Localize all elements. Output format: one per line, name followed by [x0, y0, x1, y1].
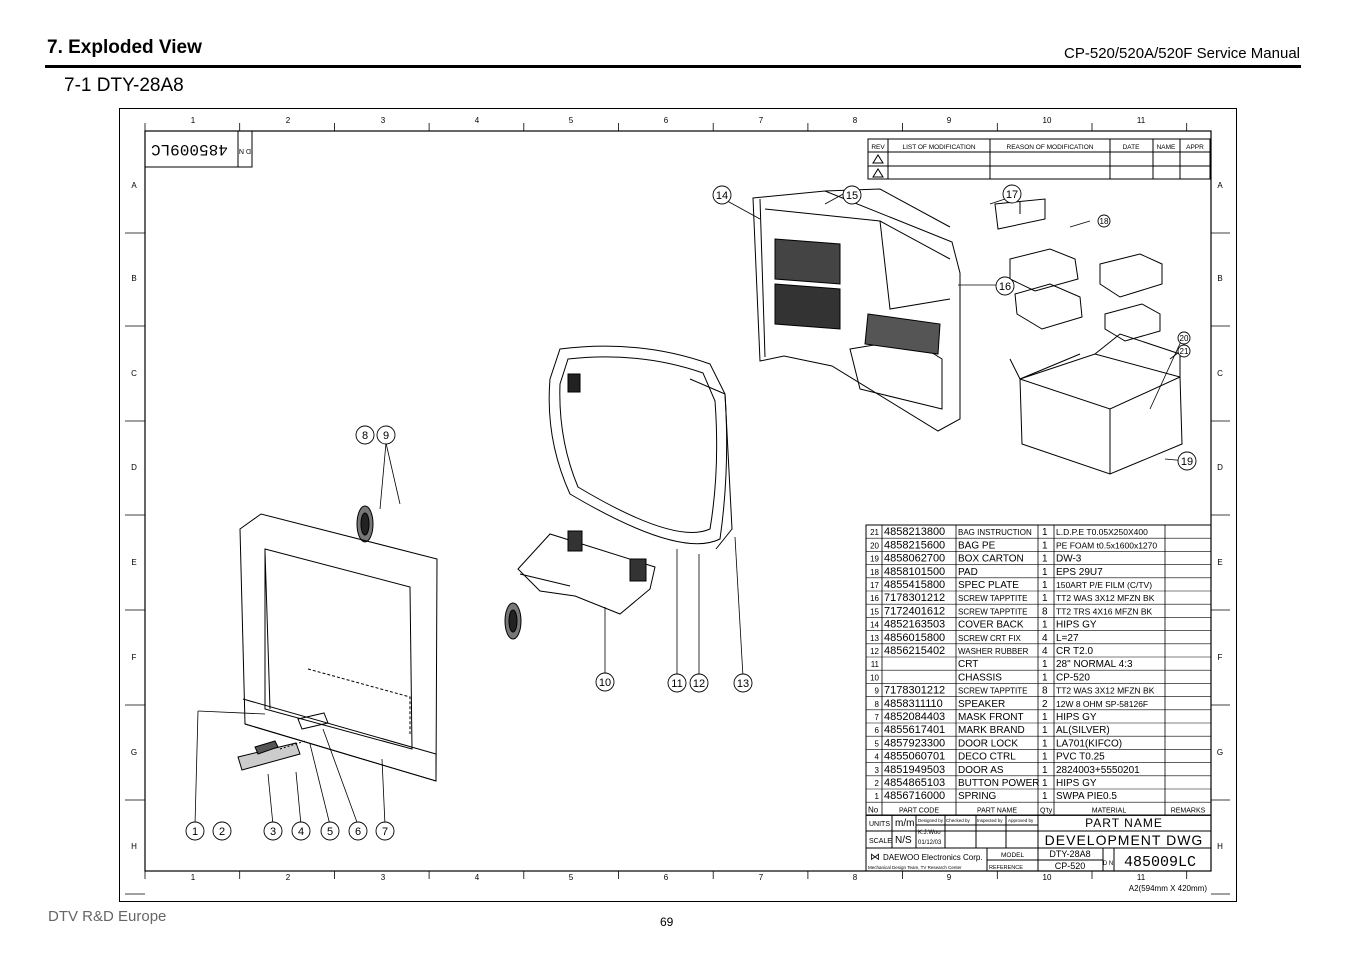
reference-label: REFERENCE — [989, 865, 1023, 871]
parts-list-material: AL(SILVER) — [1056, 725, 1110, 737]
grid-row-label: F — [131, 653, 137, 662]
parts-list-no: 17 — [870, 581, 879, 590]
exploded-view-drawing — [120, 109, 1236, 901]
svg-text:18: 18 — [1099, 217, 1109, 226]
parts-list-qty: 1 — [1042, 672, 1048, 684]
parts-list-no: 9 — [874, 686, 879, 696]
parts-list-qty: 1 — [1042, 619, 1048, 631]
parts-list-no: 13 — [870, 633, 879, 643]
parts-list-material: SWPA PIE0.5 — [1056, 791, 1117, 803]
parts-list-material: TT2 WAS 3X12 MFZN BK — [1056, 593, 1155, 604]
grid-row-label: G — [1216, 748, 1224, 757]
parts-list-material: CP-520 — [1056, 672, 1090, 684]
part-name-label: PART NAME — [1085, 816, 1163, 830]
parts-list-qty: 4 — [1042, 646, 1048, 657]
parts-list-name: SPEAKER — [958, 698, 1006, 710]
grid-col-label: 10 — [1042, 873, 1052, 882]
subsection-title: 7-1 DTY-28A8 — [64, 75, 184, 96]
parts-list-name: COVER BACK — [958, 619, 1024, 631]
scale-label: SCALE — [869, 838, 892, 845]
parts-list-no: 11 — [870, 660, 879, 670]
model-value: DTY-28A8 — [1049, 849, 1091, 859]
parts-list-material: 2824003+5550201 — [1056, 764, 1140, 776]
revision-table — [868, 139, 1210, 179]
corner-dn: D N — [238, 147, 252, 154]
parts-list-row — [875, 764, 1141, 776]
parts-list-no: 7 — [874, 713, 879, 722]
grid-row-label: C — [1217, 369, 1223, 378]
parts-list-name: MASK FRONT — [958, 712, 1024, 723]
parts-list-material: PE FOAM t0.5x1600x1270 — [1056, 540, 1158, 551]
parts-list-no: 14 — [870, 620, 879, 630]
parts-list-qty: 1 — [1042, 553, 1048, 565]
parts-list-code: 4852163503 — [884, 618, 946, 631]
parts-list-code: 4856716000 — [884, 790, 946, 803]
parts-list-name: DECO CTRL — [958, 751, 1016, 763]
parts-list-code: 4851949503 — [884, 763, 946, 776]
parts-list-row — [870, 592, 1155, 604]
parts-list-no: 12 — [870, 647, 879, 656]
grid-col-label: 4 — [474, 873, 480, 882]
parts-list-name: SCREW TAPPTITE — [958, 686, 1028, 696]
callout-1 — [186, 822, 204, 840]
parts-list-table — [866, 525, 1211, 815]
svg-text:20: 20 — [1179, 334, 1189, 343]
parts-list-no: 10 — [870, 673, 879, 683]
svg-text:16: 16 — [998, 281, 1012, 293]
parts-list-name: BAG PE — [958, 540, 996, 552]
parts-list-row — [875, 751, 1106, 763]
grid-row-label: D — [1217, 463, 1223, 472]
grid-col-label: 1 — [190, 116, 196, 125]
grid-col-label: 1 — [190, 873, 196, 882]
corner-stamp — [145, 131, 252, 167]
callout-5 — [321, 822, 339, 840]
chassis-part — [518, 531, 655, 614]
grid-col-label: 11 — [1136, 873, 1146, 882]
rev-header-reason: REASON OF MODIFICATION — [1006, 144, 1094, 151]
parts-list-no: 6 — [874, 726, 879, 736]
grid-row-label: A — [131, 181, 137, 190]
rev-header-name: NAME — [1156, 144, 1176, 151]
parts-list-code: 4858213800 — [884, 526, 946, 539]
speaker-part-lower — [505, 603, 521, 639]
callout-21 — [1178, 345, 1190, 357]
parts-list-name: CHASSIS — [958, 672, 1002, 684]
grid-col-label: 7 — [758, 116, 764, 125]
svg-text:19: 19 — [1180, 456, 1194, 468]
grid-col-label: 3 — [380, 116, 386, 125]
callout-14 — [713, 186, 731, 204]
parts-list-code: 7178301212 — [884, 684, 946, 697]
grid-row-label: C — [131, 369, 137, 378]
page-number: 69 — [660, 915, 674, 929]
parts-header-material: MATERIAL — [1091, 807, 1127, 815]
company-name: DAEWOO Electronics Corp. — [883, 853, 983, 862]
manual-title: CP-520/520A/520F Service Manual — [1064, 45, 1300, 62]
parts-list-qty: 1 — [1042, 725, 1048, 737]
parts-list-code: 4858062700 — [884, 552, 946, 565]
designer-name: K.J.Woo — [918, 830, 941, 836]
parts-list-code: 4857923300 — [884, 737, 946, 750]
parts-list-name: SCREW TAPPTITE — [958, 594, 1028, 604]
parts-list-name: SPEC PLATE — [958, 580, 1019, 591]
parts-list-row — [875, 777, 1097, 789]
parts-list-qty: 1 — [1042, 738, 1048, 750]
parts-list-row — [870, 605, 1152, 617]
callout-15 — [843, 186, 861, 204]
rev-header-rev: REV — [871, 144, 885, 151]
parts-list-material: TT2 TRS 4X16 MFZN BK — [1056, 606, 1153, 617]
parts-list-name: DOOR AS — [958, 764, 1004, 776]
design-date: 01/12/03 — [918, 840, 942, 846]
parts-list-name: BAG INSTRUCTION — [958, 528, 1032, 538]
parts-list-no: 2 — [874, 779, 879, 788]
approved-by-label: Approved by — [1008, 818, 1034, 823]
grid-row-label: F — [1217, 653, 1223, 662]
parts-list-row — [875, 724, 1110, 736]
front-mask-part — [240, 514, 437, 781]
parts-list-no: 20 — [870, 541, 879, 551]
grid-row-label: B — [131, 274, 137, 283]
callout-18 — [1098, 215, 1110, 227]
back-cover-part — [753, 189, 960, 431]
drawing-frame — [119, 108, 1237, 902]
parts-list-no: 15 — [870, 607, 879, 617]
parts-list-name: BOX CARTON — [958, 553, 1024, 565]
parts-list-row — [870, 553, 1082, 565]
svg-text:14: 14 — [715, 190, 729, 202]
packaging-part — [995, 199, 1182, 474]
drawing-number: 485009LC — [1123, 854, 1197, 871]
parts-list-code: 4858101500 — [884, 565, 946, 578]
grid-col-label: 4 — [474, 116, 480, 125]
parts-header-name: PART NAME — [976, 807, 1018, 815]
parts-list-material: 28" NORMAL 4:3 — [1056, 659, 1133, 671]
parts-list-name: MARK BRAND — [958, 725, 1025, 737]
reference-value: CP-520 — [1054, 861, 1086, 871]
header-rule — [45, 65, 1301, 68]
parts-list-qty: 1 — [1042, 751, 1048, 763]
parts-list-name: DOOR LOCK — [958, 738, 1019, 750]
callout-11 — [668, 674, 686, 692]
units-value: m/m — [895, 818, 915, 829]
parts-list-row — [875, 698, 1149, 710]
grid-row-label: D — [131, 463, 137, 472]
grid-row-label: A — [1217, 181, 1223, 190]
svg-text:5: 5 — [326, 826, 334, 838]
parts-list-row — [875, 711, 1097, 723]
svg-text:12: 12 — [692, 678, 706, 690]
callout-17 — [1003, 185, 1021, 203]
parts-list-material: TT2 WAS 3X12 MFZN BK — [1056, 685, 1155, 696]
parts-list-name: SCREW TAPPTITE — [958, 607, 1028, 617]
grid-col-label: 2 — [285, 873, 291, 882]
parts-list-qty: 2 — [1042, 698, 1048, 710]
svg-text:21: 21 — [1179, 347, 1189, 356]
parts-list-qty: 4 — [1042, 632, 1048, 644]
svg-text:9: 9 — [382, 430, 390, 442]
parts-list-code: 4852084403 — [884, 711, 946, 723]
grid-col-label: 6 — [663, 116, 669, 125]
sheet-size: A2(594mm X 420mm) — [1128, 884, 1207, 893]
parts-list-no: 3 — [874, 765, 879, 775]
inspected-by-label: Inspected by — [977, 818, 1003, 823]
parts-list-no: 1 — [874, 792, 879, 802]
rev-header-appr: APPR — [1186, 144, 1204, 151]
parts-list-code: 7178301212 — [884, 592, 946, 605]
parts-list-name: SPRING — [958, 791, 997, 803]
parts-list-no: 5 — [874, 739, 879, 749]
scale-value: N/S — [895, 835, 912, 846]
parts-list-no: 18 — [870, 567, 879, 577]
grid-col-label: 10 — [1042, 116, 1052, 125]
corner-code: 485009LC — [151, 140, 228, 158]
grid-col-label: 2 — [285, 116, 291, 125]
svg-text:13: 13 — [736, 678, 750, 690]
parts-list-qty: 1 — [1042, 791, 1048, 803]
parts-list-qty: 1 — [1042, 712, 1048, 723]
grid-col-label: 11 — [1136, 116, 1146, 125]
parts-list-material: 12W 8 OHM SP-58126F — [1056, 698, 1149, 709]
parts-list-row — [870, 672, 1090, 683]
parts-list-qty: 1 — [1042, 593, 1048, 605]
parts-list-code: 4856015800 — [884, 631, 946, 644]
parts-header-no: No — [868, 805, 879, 815]
parts-list-material: EPS 29U7 — [1056, 566, 1103, 578]
parts-list-material: PVC T0.25 — [1056, 751, 1105, 763]
grid-row-label: H — [1217, 842, 1223, 851]
parts-list-no: 4 — [874, 752, 879, 762]
grid-col-label: 5 — [568, 873, 574, 882]
section-title: 7. Exploded View — [47, 37, 202, 58]
callout-10 — [596, 673, 614, 691]
parts-list-row — [870, 566, 1103, 578]
parts-list-material: CR T2.0 — [1056, 646, 1094, 657]
svg-text:4: 4 — [297, 826, 305, 838]
parts-list-row — [871, 659, 1133, 670]
crt-part — [549, 346, 732, 549]
parts-list-qty: 1 — [1042, 580, 1048, 591]
parts-header-remarks: REMARKS — [1170, 807, 1206, 815]
parts-list-row — [875, 737, 1123, 749]
parts-list-qty: 1 — [1042, 778, 1048, 789]
callout-19 — [1178, 452, 1196, 470]
svg-text:2: 2 — [218, 826, 226, 838]
grid-row-label: E — [1217, 558, 1223, 567]
callout-7 — [376, 822, 394, 840]
grid-col-label: 7 — [758, 873, 764, 882]
grid-row-label: H — [131, 842, 137, 851]
callout-3 — [264, 822, 282, 840]
svg-text:1: 1 — [191, 826, 199, 838]
parts-list-name: SCREW CRT FIX — [958, 633, 1021, 643]
callout-2 — [213, 822, 231, 840]
speaker-part-upper — [357, 506, 373, 542]
parts-list-qty: 1 — [1042, 540, 1048, 552]
grid-row-label: B — [1217, 274, 1223, 283]
parts-list-qty: 1 — [1042, 566, 1048, 578]
parts-list-material: LA701(KIFCO) — [1056, 738, 1123, 750]
callout-16 — [996, 277, 1014, 295]
parts-list-code: 4855415800 — [884, 579, 946, 591]
svg-text:8: 8 — [361, 430, 369, 442]
grid-col-label: 3 — [380, 873, 386, 882]
svg-text:3: 3 — [269, 826, 277, 838]
parts-list-code: 4854865103 — [884, 777, 946, 789]
units-label: UNITS — [869, 821, 890, 828]
parts-header-qty: Q'ty — [1040, 807, 1053, 815]
checked-by-label: Checked by — [946, 818, 970, 823]
grid-col-label: 6 — [663, 873, 669, 882]
parts-list-name: PAD — [958, 566, 978, 578]
parts-list-material: HIPS GY — [1056, 619, 1097, 631]
grid-col-label: 8 — [852, 873, 858, 882]
parts-list-material: HIPS GY — [1056, 712, 1097, 723]
rev-header-date: DATE — [1122, 144, 1140, 151]
parts-list-material: L=27 — [1056, 632, 1079, 644]
parts-list-qty: 1 — [1042, 659, 1048, 671]
department: Mechanical Design Team, TV Research Center — [868, 865, 962, 870]
svg-text:6: 6 — [354, 826, 362, 838]
svg-text:11: 11 — [671, 678, 683, 690]
parts-list-name: WASHER RUBBER — [958, 647, 1029, 656]
callout-4 — [292, 822, 310, 840]
parts-list-row — [870, 579, 1152, 591]
svg-text:10: 10 — [598, 677, 612, 689]
parts-list-qty: 1 — [1042, 764, 1048, 776]
footer-department: DTV R&D Europe — [48, 908, 167, 925]
parts-list-no: 16 — [870, 594, 879, 604]
grid-col-label: 5 — [568, 116, 574, 125]
parts-list-no: 8 — [874, 699, 879, 709]
rev-header-list: LIST OF MODIFICATION — [902, 144, 976, 151]
parts-list-qty: 1 — [1042, 527, 1048, 539]
callout-9 — [377, 426, 395, 444]
grid-col-label: 9 — [946, 116, 952, 125]
svg-text:7: 7 — [381, 826, 389, 838]
callout-8 — [356, 426, 374, 444]
grid-row-label: G — [130, 748, 138, 757]
parts-list-material: L.D.P.E T0.05X250X400 — [1056, 527, 1148, 538]
parts-list-row — [875, 790, 1118, 802]
parts-list-material: HIPS GY — [1056, 778, 1097, 789]
callout-20 — [1178, 332, 1190, 344]
callout-13 — [734, 674, 752, 692]
parts-list-code: 7172401612 — [884, 605, 946, 618]
callout-6 — [349, 822, 367, 840]
parts-list-no: 19 — [870, 554, 879, 564]
parts-list-row — [870, 539, 1157, 551]
parts-list-code: 4855617401 — [884, 724, 946, 737]
parts-list-code: 4858215600 — [884, 539, 946, 552]
parts-list-row — [870, 645, 1093, 657]
parts-list-material: 150ART P/E FILM (C/TV) — [1056, 580, 1153, 590]
parts-list-no: 21 — [870, 528, 879, 538]
parts-list-code: 4858311110 — [884, 697, 943, 710]
parts-header-code: PART CODE — [898, 807, 940, 815]
parts-list-name: BUTTON POWER — [958, 778, 1040, 789]
parts-list-row — [875, 685, 1155, 697]
parts-list-row — [870, 632, 1079, 644]
parts-list-qty: 8 — [1042, 606, 1048, 618]
svg-text:15: 15 — [845, 190, 859, 202]
svg-text:17: 17 — [1005, 189, 1019, 201]
daewoo-logo-icon: ⋈ — [870, 852, 880, 863]
grid-col-label: 8 — [852, 116, 858, 125]
parts-list-code: 4855060701 — [884, 750, 946, 763]
callout-12 — [690, 674, 708, 692]
drawing-type: DEVELOPMENT DWG — [1044, 832, 1204, 848]
title-dn: D N — [1102, 861, 1114, 867]
parts-list-row — [870, 619, 1097, 631]
grid-row-label: E — [131, 558, 137, 567]
parts-list-code: 4856215402 — [884, 645, 946, 657]
title-block — [866, 815, 1211, 871]
model-label: MODEL — [1001, 852, 1025, 859]
grid-col-label: 9 — [946, 873, 952, 882]
parts-list-name: CRT — [958, 659, 979, 671]
parts-list-qty: 8 — [1042, 685, 1048, 697]
designed-by-label: Designed by — [918, 818, 944, 823]
parts-list-row — [870, 526, 1148, 538]
parts-list-material: DW-3 — [1056, 553, 1082, 565]
